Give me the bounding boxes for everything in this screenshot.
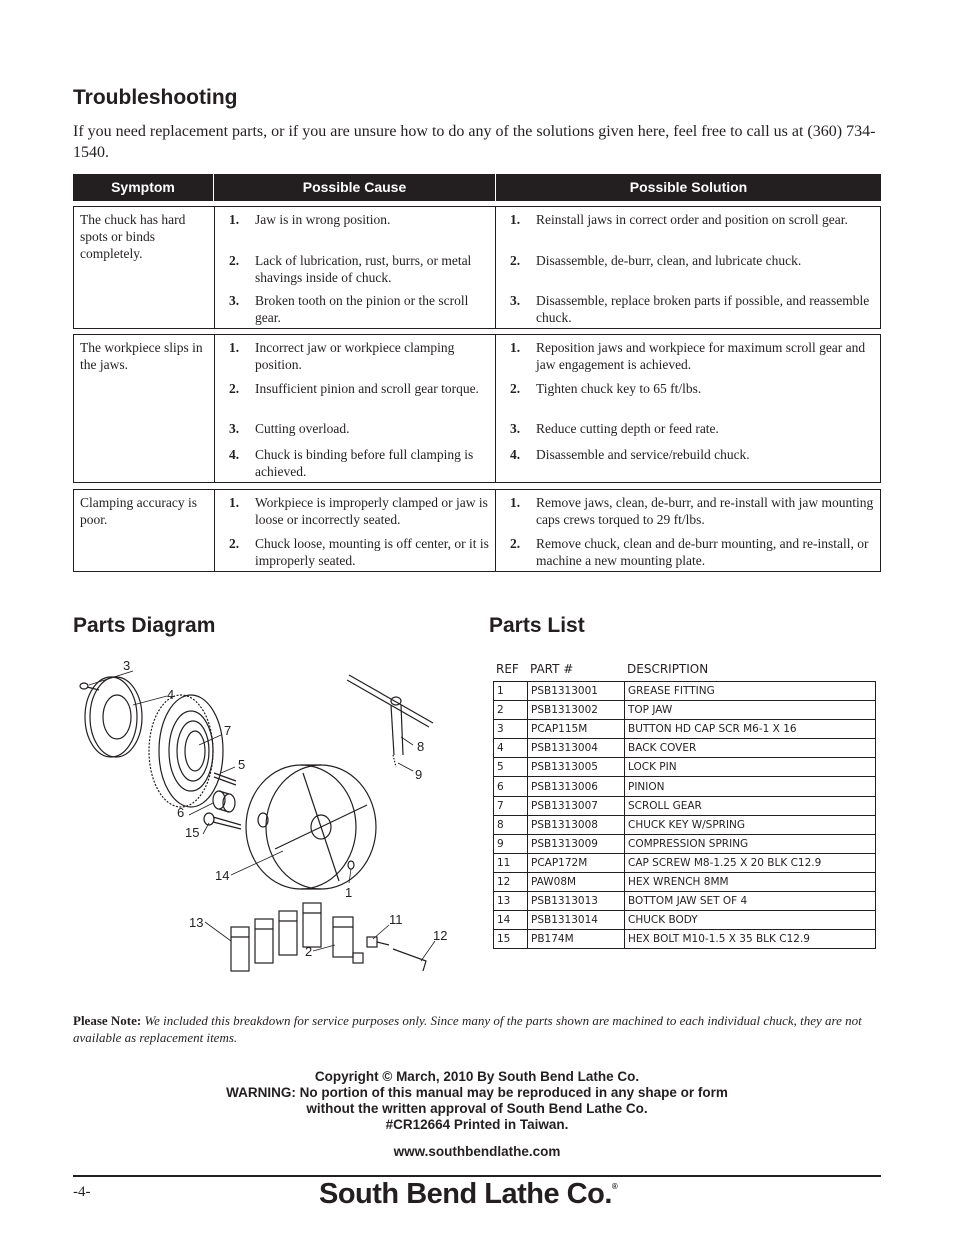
- part-ref: 9: [494, 834, 528, 853]
- callout-6: 6: [177, 805, 185, 820]
- page-number: -4-: [73, 1184, 91, 1200]
- symptom-cell: Clamping accuracy is poor.: [74, 490, 215, 571]
- warning-line-2: without the written approval of South Bend Lathe Co.: [306, 1101, 648, 1116]
- parts-list-table: [493, 681, 876, 949]
- solution-cell: [496, 207, 880, 328]
- part-number: PSB1313013: [528, 892, 625, 911]
- hex-bolt-drawing: [204, 813, 241, 829]
- cause-item: 4. Chuck is binding before full clamping is achieved.: [229, 447, 474, 479]
- callout-1: 1: [345, 885, 353, 900]
- part-number: PB174M: [528, 930, 625, 949]
- header-description: DESCRIPTION: [627, 662, 709, 676]
- header-possible-solution: Possible Solution: [629, 179, 748, 195]
- parts-row: [494, 758, 876, 777]
- callout-2: 2: [305, 944, 313, 959]
- cause-item: 2. Insufficient pinion and scroll gear torque.: [229, 381, 479, 396]
- part-description: HEX BOLT M10-1.5 X 35 BLK C12.9: [625, 930, 876, 949]
- solution-item: 3. Reduce cutting depth or feed rate.: [510, 421, 719, 436]
- cap-screw-drawing: [353, 937, 389, 963]
- part-ref: 15: [494, 930, 528, 949]
- bottom-jaw-set-drawing: [231, 903, 321, 971]
- part-ref: 11: [494, 853, 528, 872]
- troubleshooting-row: [73, 334, 881, 483]
- part-number: PSB1313002: [528, 701, 625, 720]
- part-ref: 2: [494, 701, 528, 720]
- solution-item: 1. Remove jaws, clean, de-burr, and re-install with jaw mounting caps crews torqued to 29 ft/lbs.: [510, 495, 874, 527]
- part-ref: 1: [494, 682, 528, 701]
- solution-item: 1. Reposition jaws and workpiece for maximum scroll gear and jaw engagement is achieved.: [510, 340, 866, 372]
- troubleshooting-intro: If you need replacement parts, or if you are unsure how to do any of the solutions given here, feel free to call us at (360) 734-1540.: [73, 123, 876, 161]
- grease-fitting-drawing: [348, 861, 354, 869]
- parts-list-title: Parts List: [489, 614, 585, 637]
- callout-11: 11: [389, 912, 403, 927]
- parts-row: [494, 682, 876, 701]
- part-number: PSB1313006: [528, 777, 625, 796]
- solution-cell: [496, 490, 880, 571]
- parts-row: [494, 930, 876, 949]
- cause-cell: [215, 335, 496, 482]
- troubleshooting-table-header: [73, 174, 881, 201]
- part-number: PSB1313004: [528, 739, 625, 758]
- cause-item: 2. Lack of lubrication, rust, burrs, or metal shavings inside of chuck.: [229, 253, 472, 285]
- part-number: PSB1313007: [528, 796, 625, 815]
- parts-row: [494, 739, 876, 758]
- part-number: PCAP172M: [528, 853, 625, 872]
- troubleshooting-row: [73, 206, 881, 329]
- cause-item: 3. Broken tooth on the pinion or the scroll gear.: [229, 293, 469, 325]
- solution-item: 2. Remove chuck, clean and de-burr mounting, and re-install, or machine a new mounting plate.: [510, 536, 869, 568]
- troubleshooting-row: [73, 489, 881, 572]
- cause-cell: [215, 207, 496, 328]
- part-ref: 14: [494, 911, 528, 930]
- parts-row: [494, 701, 876, 720]
- part-number: PAW08M: [528, 872, 625, 891]
- cause-item: 1. Incorrect jaw or workpiece clamping position.: [229, 340, 455, 372]
- parts-row: [494, 815, 876, 834]
- brand-logo: South Bend Lathe Co.®: [319, 1178, 618, 1210]
- solution-item: 3. Disassemble, replace broken parts if possible, and reassemble chuck.: [510, 293, 870, 325]
- callout-14: 14: [215, 868, 230, 883]
- copyright-block: [0, 1069, 954, 1160]
- part-ref: 3: [494, 720, 528, 739]
- note-label: Please Note:: [73, 1013, 142, 1028]
- part-description: PINION: [625, 777, 876, 796]
- troubleshooting-title: Troubleshooting: [73, 86, 238, 109]
- cause-item: 2. Chuck loose, mounting is off center, or it is improperly seated.: [229, 536, 489, 568]
- part-description: CAP SCREW M8-1.25 X 20 BLK C12.9: [625, 853, 876, 872]
- copyright-line: Copyright © March, 2010 By South Bend Lathe Co.: [314, 1069, 640, 1084]
- callout-8: 8: [417, 739, 425, 754]
- top-jaw-drawing: [333, 917, 353, 957]
- pinion-drawing: [213, 791, 235, 812]
- website-link[interactable]: www.southbendlathe.com: [393, 1144, 561, 1159]
- cause-item: 1. Jaw is in wrong position.: [229, 212, 391, 227]
- part-ref: 5: [494, 758, 528, 777]
- please-note: [73, 1012, 883, 1046]
- parts-row: [494, 853, 876, 872]
- part-description: BACK COVER: [625, 739, 876, 758]
- header-possible-cause: Possible Cause: [214, 174, 496, 201]
- part-description: COMPRESSION SPRING: [625, 834, 876, 853]
- part-ref: 13: [494, 892, 528, 911]
- part-description: CHUCK KEY W/SPRING: [625, 815, 876, 834]
- part-number: PSB1313001: [528, 682, 625, 701]
- parts-row: [494, 720, 876, 739]
- symptom-cell: The workpiece slips in the jaws.: [74, 335, 215, 482]
- part-ref: 4: [494, 739, 528, 758]
- chuck-body-drawing: [246, 765, 376, 889]
- part-description: TOP JAW: [625, 701, 876, 720]
- callout-5: 5: [238, 757, 246, 772]
- cause-cell: [215, 490, 496, 571]
- part-number: PSB1313009: [528, 834, 625, 853]
- cause-item: 1. Workpiece is improperly clamped or jaw is loose or incorrectly seated.: [229, 495, 488, 527]
- parts-diagram-title: Parts Diagram: [73, 614, 216, 637]
- part-description: BUTTON HD CAP SCR M6-1 X 16: [625, 720, 876, 739]
- part-ref: 6: [494, 777, 528, 796]
- scroll-gear-drawing: [149, 695, 223, 807]
- cause-item: 3. Cutting overload.: [229, 421, 350, 436]
- part-description: BOTTOM JAW SET OF 4: [625, 892, 876, 911]
- part-ref: 12: [494, 872, 528, 891]
- parts-row: [494, 892, 876, 911]
- part-number: PSB1313008: [528, 815, 625, 834]
- part-number: PSB1313005: [528, 758, 625, 777]
- note-text: We included this breakdown for service purposes only. Since many of the parts shown are machined to each individual chuck, they are not available as replacement items.: [73, 1013, 862, 1045]
- part-ref: 7: [494, 796, 528, 815]
- symptom-cell: The chuck has hard spots or binds completely.: [74, 207, 215, 328]
- header-symptom: Symptom: [73, 174, 214, 201]
- parts-list-header: [493, 660, 876, 680]
- callout-3: 3: [123, 658, 131, 673]
- parts-row: [494, 777, 876, 796]
- parts-row: [494, 872, 876, 891]
- header-ref: REF: [496, 662, 519, 676]
- part-description: GREASE FITTING: [625, 682, 876, 701]
- callout-12: 12: [433, 928, 448, 943]
- warning-line: WARNING: No portion of this manual may be reproduced in any shape or form: [226, 1085, 728, 1100]
- callout-15: 15: [185, 825, 200, 840]
- callout-7: 7: [224, 723, 232, 738]
- solution-item: 2. Tighten chuck key to 65 ft/lbs.: [510, 381, 702, 396]
- callout-9: 9: [415, 767, 423, 782]
- callout-4: 4: [167, 687, 175, 702]
- footer-rule: [73, 1175, 881, 1177]
- chuck-exploded-diagram: [71, 655, 457, 985]
- callout-13: 13: [189, 915, 204, 930]
- part-description: HEX WRENCH 8MM: [625, 872, 876, 891]
- print-info: #CR12664 Printed in Taiwan.: [385, 1117, 569, 1132]
- parts-row: [494, 796, 876, 815]
- part-number: PCAP115M: [528, 720, 625, 739]
- header-part-number: PART #: [530, 662, 574, 676]
- solution-item: 4. Disassemble and service/rebuild chuck.: [510, 447, 750, 462]
- solution-item: 1. Reinstall jaws in correct order and position on scroll gear.: [510, 212, 848, 227]
- solution-cell: [496, 335, 880, 482]
- hex-wrench-drawing: [393, 949, 426, 971]
- part-ref: 8: [494, 815, 528, 834]
- part-description: LOCK PIN: [625, 758, 876, 777]
- solution-item: 2. Disassemble, de-burr, clean, and lubricate chuck.: [510, 253, 802, 268]
- parts-row: [494, 911, 876, 930]
- part-number: PSB1313014: [528, 911, 625, 930]
- parts-row: [494, 834, 876, 853]
- part-description: CHUCK BODY: [625, 911, 876, 930]
- part-description: SCROLL GEAR: [625, 796, 876, 815]
